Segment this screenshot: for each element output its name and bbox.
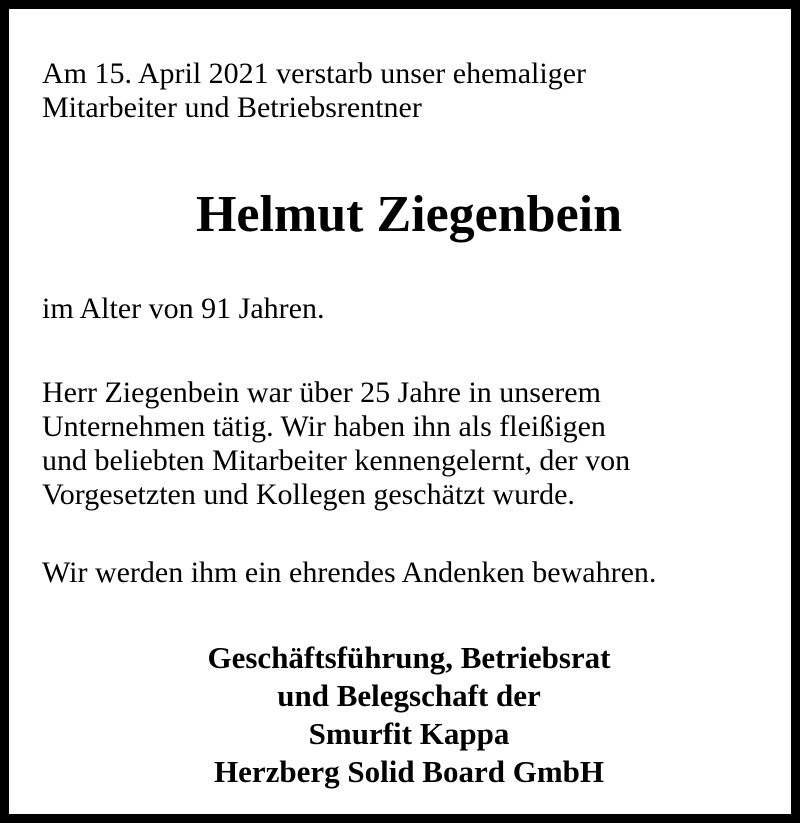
career-paragraph (42, 376, 782, 512)
career-line: Unternehmen tätig. Wir haben ihn als fleißigen (42, 410, 606, 443)
memory-line: Wir werden ihm ein ehrendes Andenken bewahren. (42, 556, 657, 589)
memory-paragraph (42, 556, 782, 590)
age-paragraph (42, 292, 782, 326)
career-line: und beliebten Mitarbeiter kennengelernt, der von (42, 444, 631, 477)
intro-line: Am 15. April 2021 verstarb unser ehemaliger (42, 57, 587, 90)
age-line: im Alter von 91 Jahren. (42, 292, 325, 325)
intro-paragraph (42, 57, 782, 125)
signature-line: Geschäftsführung, Betriebsrat (207, 640, 611, 675)
intro-line: Mitarbeiter und Betriebsrentner (42, 91, 422, 124)
signature-line: Smurfit Kappa (308, 716, 510, 751)
career-line: Vorgesetzten und Kollegen geschätzt wurde. (42, 478, 575, 511)
signature-block (18, 639, 800, 791)
signature-line: Herzberg Solid Board GmbH (213, 754, 605, 789)
signature-line: und Belegschaft der (277, 678, 541, 713)
deceased-name: Helmut Ziegenbein (195, 186, 623, 243)
career-line: Herr Ziegenbein war über 25 Jahre in unserem (42, 376, 601, 409)
